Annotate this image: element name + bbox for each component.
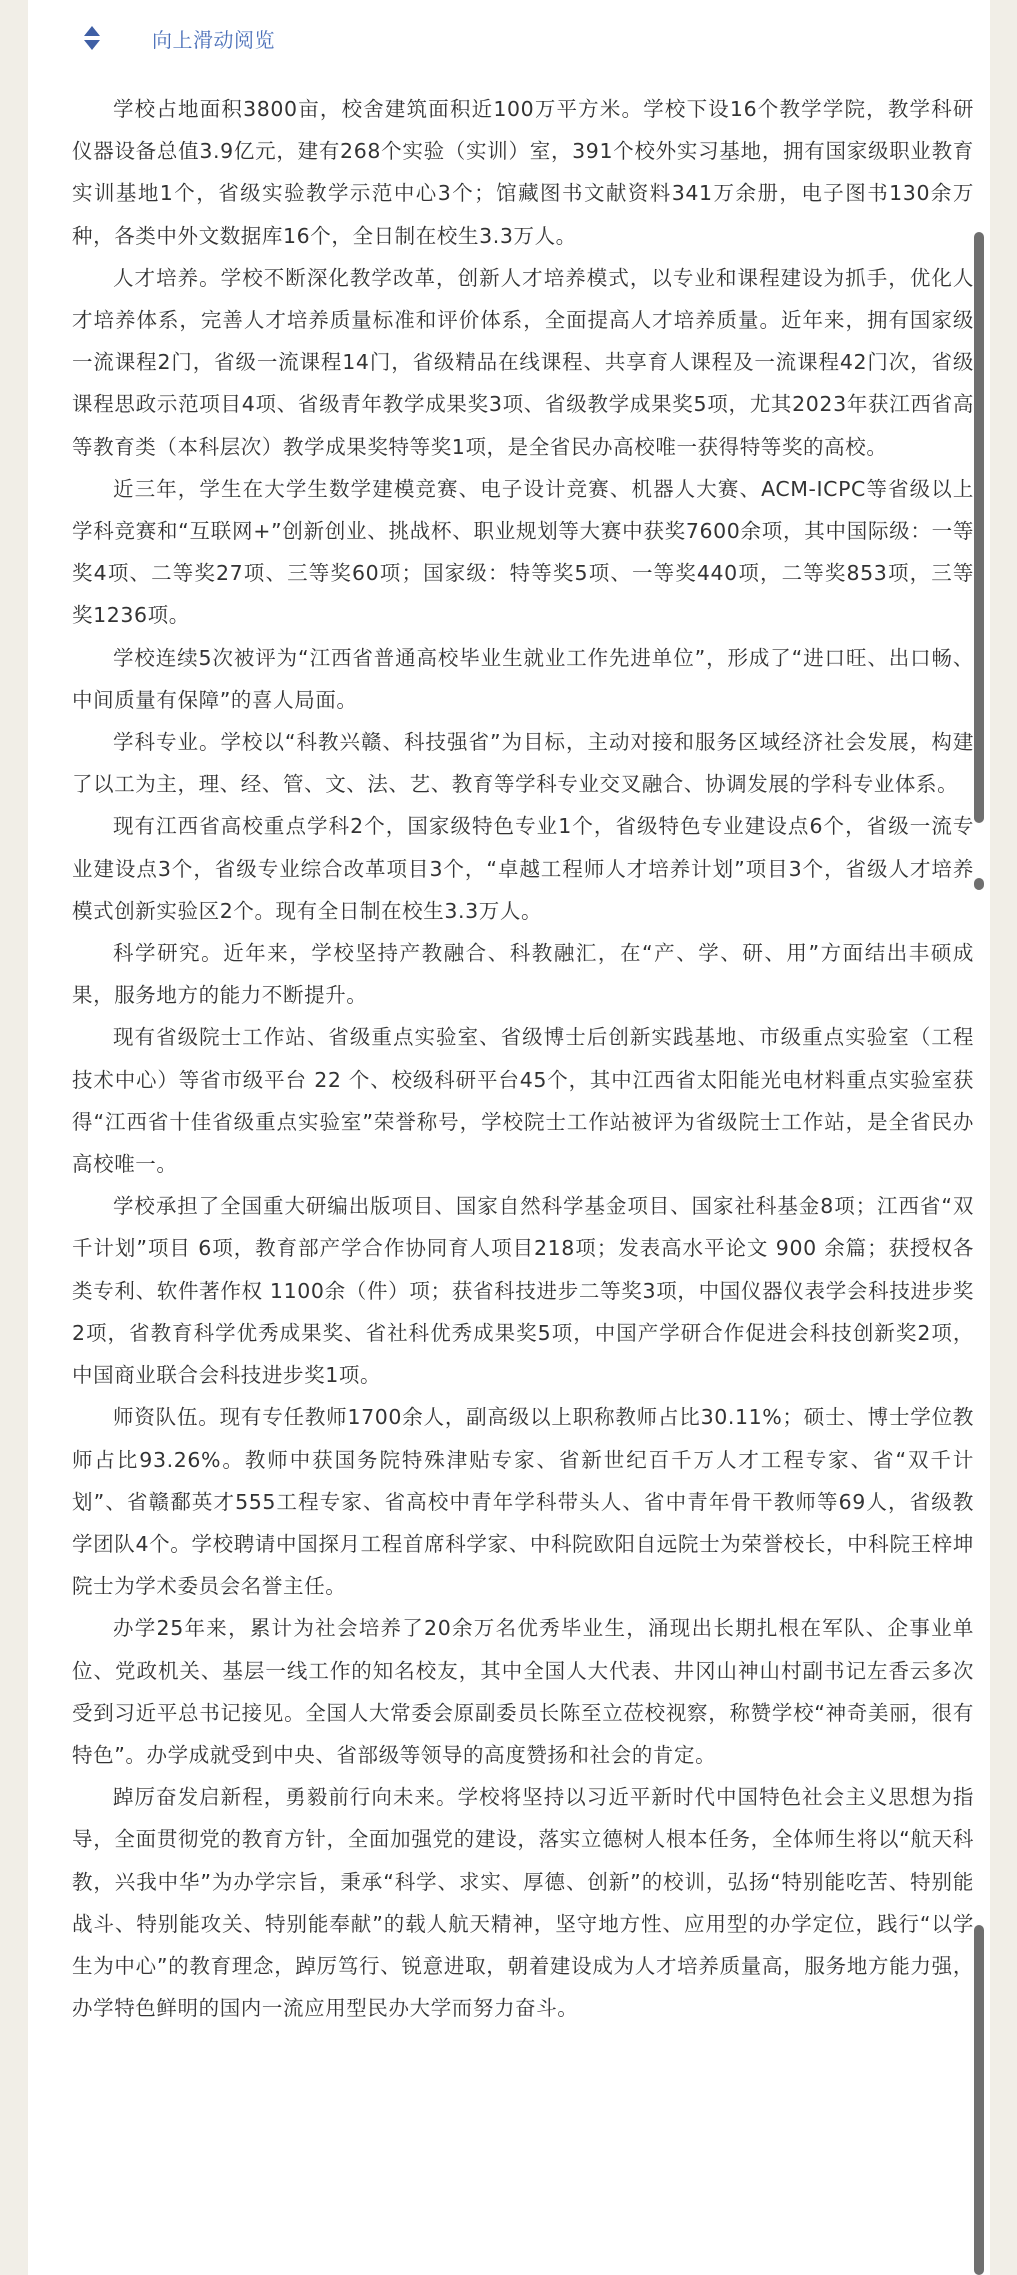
arrow-down-icon bbox=[84, 40, 100, 50]
paragraph-future: 踔厉奋发启新程，勇毅前行向未来。学校将坚持以习近平新时代中国特色社会主义思想为指导，全面贯彻党的教育方针，全面加强党的建设，落实立德树人根本任务，全体师生将以“航天科教，兴我中华”为办学宗旨，秉承“科学、求实、厚德、创新”的校训，弘扬“特别能吃苦、特别能战斗、特别能攻关、特别能奉献”的载人航天精神，坚守地方性、应用型的办学定位，践行“以学生为中心”的教育理念，踔厉笃行、锐意进取，朝着建设成为人才培养质量高，服务地方能力强，办学特色鲜明的国内一流应用型民办大学而努力奋斗。 bbox=[72, 1785, 974, 2021]
paragraph-research-platforms: 现有省级院士工作站、省级重点实验室、省级博士后创新实践基地、市级重点实验室（工程技术中心）等省市级平台 22 个、校级科研平台45个，其中江西省太阳能光电材料重点实验室获得“江西省十佳省级重点实验室”荣誉称号，学校院士工作站被评为省级院士工作站，是全省民办高校唯一。 bbox=[72, 1025, 974, 1177]
sort-arrows-icon bbox=[82, 23, 102, 53]
paragraph-campus-overview: 学校占地面积3800亩，校舍建筑面积近100万平方米。学校下设16个教学学院，教学科研仪器设备总值3.9亿元，建有268个实验（实训）室，391个校外实习基地，拥有国家级职业教育实训基地1个，省级实验教学示范中心3个；馆藏图书文献资料341万余册，电子图书130余万种，各类中外文数据库16个，全日制在校生3.3万人。 bbox=[72, 97, 974, 248]
paragraph-talent-cultivation: 人才培养。学校不断深化教学改革，创新人才培养模式，以专业和课程建设为抓手，优化人才培养体系，完善人才培养质量标准和评价体系，全面提高人才培养质量。近年来，拥有国家级一流课程2门，省级一流课程14门，省级精品在线课程、共享育人课程及一流课程42门次，省级课程思政示范项目4项、省级青年教学成果奖3项、省级教学成果奖5项，尤其2023年获江西省高等教育类（本科层次）教学成果奖特等奖1项，是全省民办高校唯一获得特等奖的高校。 bbox=[72, 265, 974, 459]
article-body bbox=[72, 88, 974, 2029]
paragraph-research: 科学研究。近年来，学校坚持产教融合、科教融汇，在“产、学、研、用”方面结出丰硕成果，服务地方的能力不断提升。 bbox=[72, 941, 974, 1008]
paragraph-employment: 学校连续5次被评为“江西省普通高校毕业生就业工作先进单位”，形成了“进口旺、出口畅、中间质量有保障”的喜人局面。 bbox=[72, 645, 974, 712]
scroll-up-hint[interactable] bbox=[82, 18, 275, 58]
paragraph-disciplines: 学科专业。学校以“科教兴赣、科技强省”为目标，主动对接和服务区域经济社会发展，构建了以工为主，理、经、管、文、法、艺、教育等学科专业交叉融合、协调发展的学科专业体系。 bbox=[72, 730, 974, 797]
scrollbar-segment-dot[interactable] bbox=[974, 878, 984, 890]
paragraph-competitions: 近三年，学生在大学生数学建模竞赛、电子设计竞赛、机器人大赛、ACM-ICPC等省级以上学科竞赛和“互联网+”创新创业、挑战杯、职业规划等大赛中获奖7600余项，其中国际级：一等奖4项、二等奖27项、三等奖60项；国家级：特等奖5项、一等奖440项，二等奖853项，三等奖1236项。 bbox=[72, 476, 974, 628]
paragraph-research-projects: 学校承担了全国重大研编出版项目、国家自然科学基金项目、国家社科基金8项；江西省“双千计划”项目 6项，教育部产学合作协同育人项目218项；发表高水平论文 900 余篇；获授权各类专利、软件著作权 1100余（件）项；获省科技进步二等奖3项，中国仪器仪表学会科技进步奖2项，省教育科学优秀成果奖、省社科优秀成果奖5项，中国产学研合作促进会科技创新奖2项，中国商业联合会科技进步奖1项。 bbox=[72, 1194, 974, 1388]
scrollbar-segment-top[interactable] bbox=[974, 232, 984, 822]
article-panel bbox=[28, 0, 990, 2275]
paragraph-alumni: 办学25年来，累计为社会培养了20余万名优秀毕业生，涌现出长期扎根在军队、企事业单位、党政机关、基层一线工作的知名校友，其中全国人大代表、井冈山神山村副书记左香云多次受到习近平总书记接见。全国人大常委会原副委员长陈至立莅校视察，称赞学校“神奇美丽，很有特色”。办学成就受到中央、省部级等领导的高度赞扬和社会的肯定。 bbox=[72, 1616, 974, 1767]
scrollbar-segment-bottom[interactable] bbox=[974, 1925, 984, 2275]
arrow-up-icon bbox=[84, 26, 100, 36]
scroll-hint-label: 向上滑动阅览 bbox=[152, 27, 275, 52]
paragraph-key-disciplines: 现有江西省高校重点学科2个，国家级特色专业1个，省级特色专业建设点6个，省级一流专业建设点3个，省级专业综合改革项目3个，“卓越工程师人才培养计划”项目3个，省级人才培养模式创新实验区2个。现有全日制在校生3.3万人。 bbox=[72, 814, 974, 923]
paragraph-faculty: 师资队伍。现有专任教师1700余人，副高级以上职称教师占比30.11%；硕士、博士学位教师占比93.26%。教师中获国务院特殊津贴专家、省新世纪百千万人才工程专家、省“双千计划”、省赣鄱英才555工程专家、省高校中青年学科带头人、省中青年骨干教师等69人，省级教学团队4个。学校聘请中国探月工程首席科学家、中科院欧阳自远院士为荣誉校长，中科院王梓坤院士为学术委员会名誉主任。 bbox=[72, 1405, 974, 1599]
scrollbar-segment-mid[interactable] bbox=[974, 795, 984, 823]
